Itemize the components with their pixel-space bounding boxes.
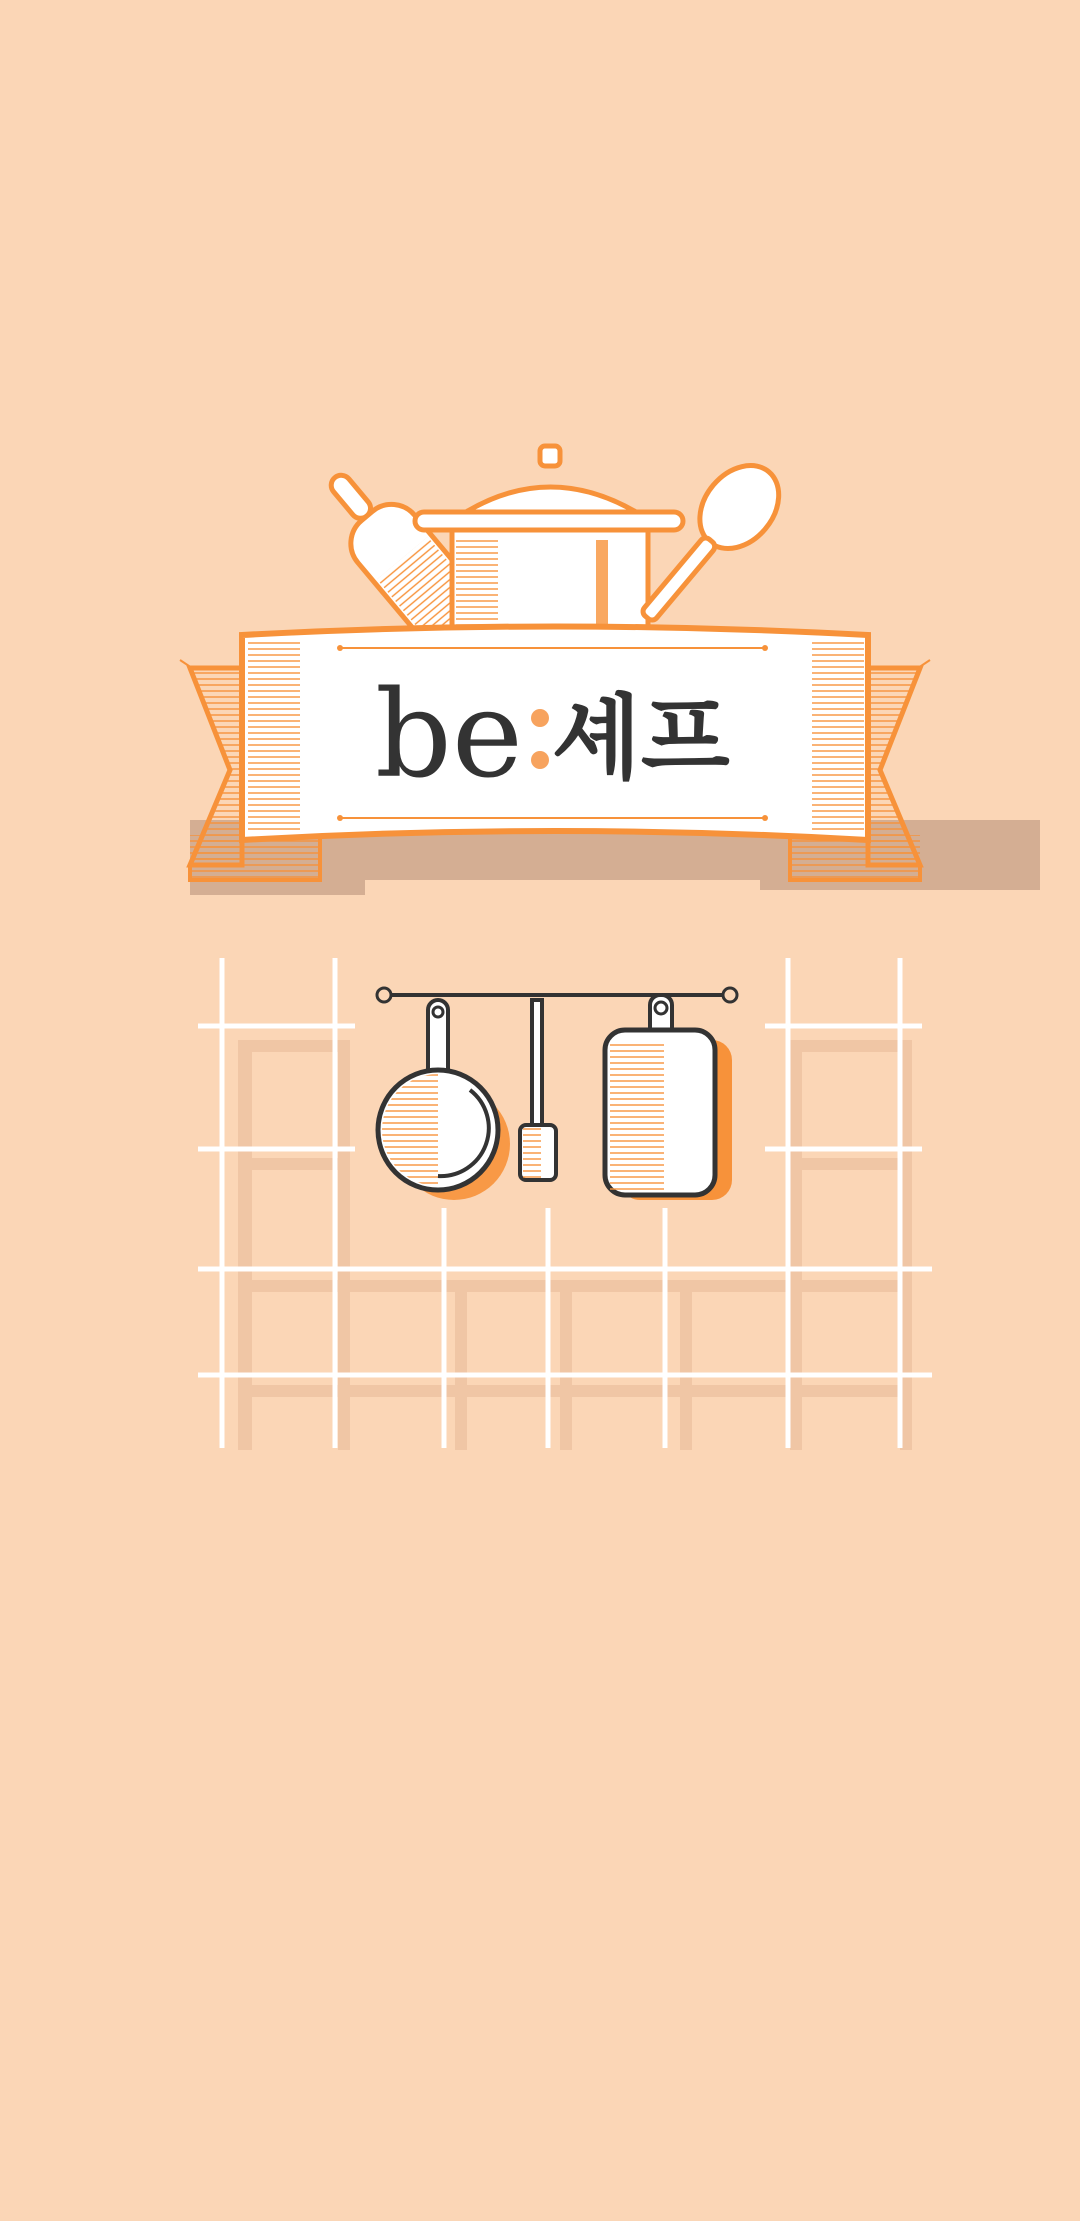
pot-icon (415, 446, 683, 650)
tile-wall-grid (198, 958, 932, 1450)
kitchen-tools-illustration (306, 446, 794, 655)
frying-pan-icon (378, 1000, 510, 1200)
cutting-board-icon (605, 995, 732, 1200)
logo-colon-dot (531, 751, 549, 769)
logo-banner (180, 627, 1040, 896)
hanging-utensils-illustration (377, 988, 737, 1200)
app-name-korean: 셰프 (552, 685, 730, 792)
logo-colon-dot (531, 709, 549, 727)
app-name-latin: be (375, 666, 523, 805)
spatula-icon (520, 1000, 556, 1180)
